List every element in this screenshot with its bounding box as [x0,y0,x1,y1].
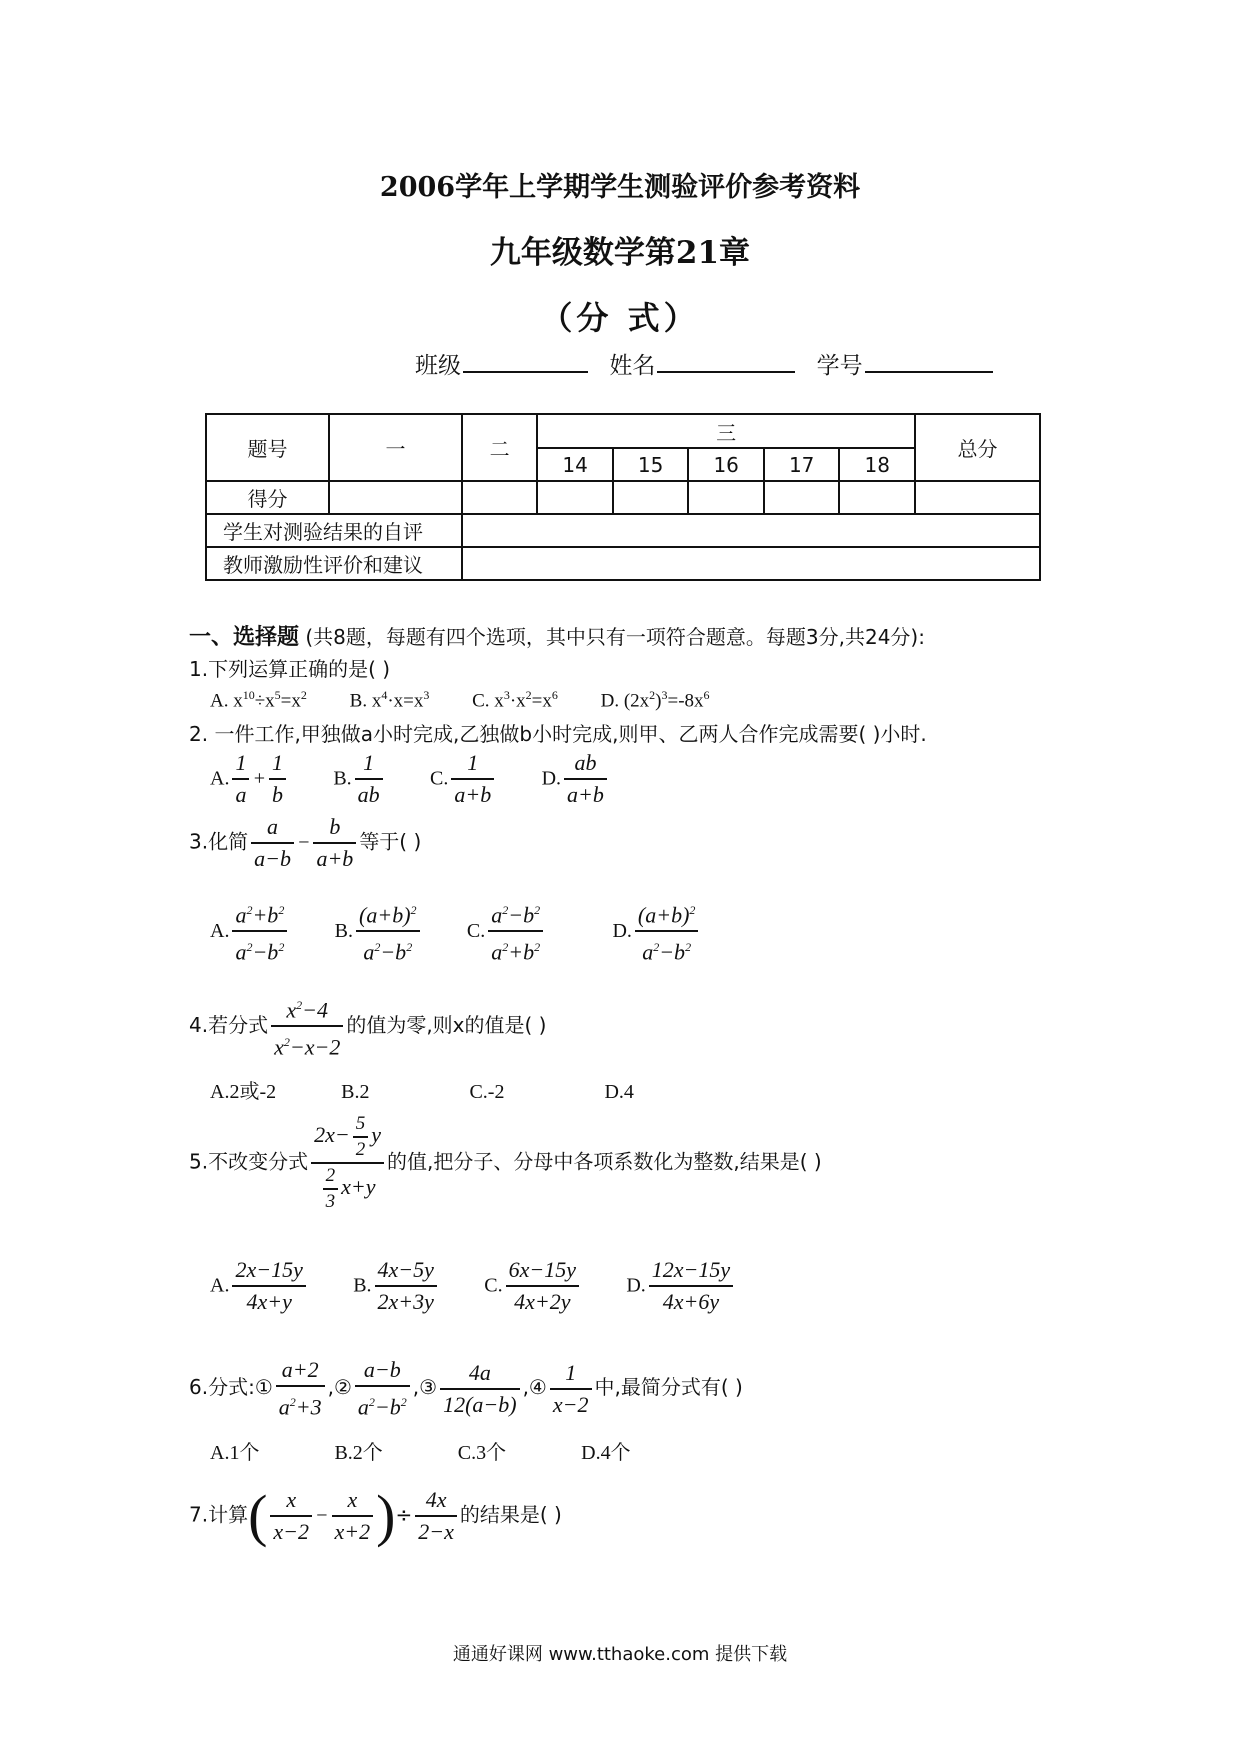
col-question-header: 题号 [206,414,329,481]
q6-option-a: A.1个 [210,1442,260,1464]
q7-stem-post: 的结果是( ) [459,1502,562,1527]
score-cell[interactable] [537,481,613,514]
score-cell[interactable] [613,481,689,514]
q5-stem-post: 的值,把分子、分母中各项系数化为整数,结果是( ) [386,1149,822,1174]
row-self-label: 学生对测验结果的自评 [206,514,462,547]
q6-stem-pre: 6.分式: [189,1375,255,1400]
q2-stem: 2. 一件工作,甲独做a小时完成,乙独做b小时完成,则甲、乙两人合作完成需要( )小时. [189,722,927,746]
name-field[interactable] [657,349,795,373]
col-2-header: 二 [462,414,537,481]
class-label: 班级 [415,353,461,379]
subcol-15: 15 [613,448,689,481]
row-teacher-label: 教师激励性评价和建议 [206,547,462,580]
q7-stem-pre: 7.计算 [189,1502,249,1527]
q4-option-d: D.4 [604,1081,634,1103]
row-score-label: 得分 [206,481,329,514]
q4-option-c: C.-2 [469,1081,505,1103]
q4-option-a: A.2或-2 [210,1081,277,1103]
q5-stem: 5.不改变分式 2x− $\frac{5}{2}$ y $\frac{2}{3}$ x+y 的值,把分子、分母中各项系数化为整数,结果是( ) [189,1113,822,1212]
q4-stem-pre: 4.若分式 [189,1012,269,1037]
self-eval-cell[interactable] [462,514,1040,547]
section1-desc: (共8题，每题有四个选项，其中只有一项符合题意。每题3分,共24分): [305,625,925,649]
q3-stem-post: 等于( ) [359,829,422,854]
q5-stem-pre: 5.不改变分式 [189,1149,309,1174]
q6-options [210,1436,669,1465]
q1-options: A. $x^{10}\div x^5=x^2$ B. $x^4\cdot x=x^3$ C. $x^3\cdot x^2=x^6$ D. $(2x^2)^3=-8x^6$ [210,688,710,712]
score-table [205,413,1041,581]
q6-option-d: D.4个 [581,1442,631,1464]
footer: 通通好课网 www.tthaoke.com 提供下载 [452,1644,788,1665]
id-label: 学号 [816,353,863,379]
q7-stem: 7.计算( $\frac{x}{x-2}$ − $\frac{x}{x+2}$ )÷ $\frac{4x}{2-x}$ 的结果是( ) [189,1483,562,1548]
score-cell[interactable] [688,481,764,514]
student-info [415,347,1007,380]
q6-option-c: C.3个 [457,1442,507,1464]
q5-options: A. $\frac{2x-15y}{4x+y}$ B. $\frac{4x-5y}{2x+3y}$ C. $\frac{6x-15y}{4x+2y}$ D. $\frac{12x-15y}{4x+6y}$ [210,1255,774,1317]
q4-stem-post: 的值为零,则x的值是( ) [346,1012,547,1037]
col-total-header: 总分 [915,414,1040,481]
id-field[interactable] [865,349,993,373]
q6-stem-post: 中,最简分式有( ) [594,1375,743,1400]
score-cell[interactable] [839,481,915,514]
subcol-18: 18 [839,448,915,481]
score-cell[interactable] [329,481,462,514]
col-1-header: 一 [329,414,462,481]
col-3-header: 三 [537,414,915,448]
header-line2: 九年级数学第21章 [489,235,751,271]
q6-stem: 6.分式:① $\frac{a+2}{a^2+3}$ ,② $\frac{a-b}{a^2-b^2}$ ,③ $\frac{4a}{12(a-b)}$ ,④ $\frac{1}{x-2}$ 中,最简分式有( ) [189,1357,743,1420]
header-line3: （分 式） [540,299,700,337]
q1-stem: 1.下列运算正确的是( ) [189,657,391,681]
q2-options: A. $\frac{1}{a}$ + $\frac{1}{b}$ B. $\frac{1}{ab}$ C. $\frac{1}{a+b}$ D. $\frac{ab}{a+b}$ [210,748,648,810]
subcol-14: 14 [537,448,613,481]
score-cell[interactable] [915,481,1040,514]
section1-title: 一、选择题 [189,625,300,650]
name-label: 姓名 [609,353,656,379]
score-cell[interactable] [764,481,840,514]
subcol-16: 16 [688,448,764,481]
class-field[interactable] [463,349,588,373]
q3-options: A. $\frac{a^2+b^2}{a^2-b^2}$ B. $\frac{(a+b)^2}{a^2-b^2}$ C. $\frac{a^2-b^2}{a^2+b^2}$ D. $\frac{(a+b)^2}{a^2-b^2}$ [210,895,739,968]
q4-stem: 4.若分式 $\frac{x^2-4}{x^2-x-2}$ 的值为零,则x的值是( ) [189,990,546,1063]
subcol-17: 17 [764,448,840,481]
q4-option-b: B.2 [341,1081,370,1103]
q6-option-b: B.2个 [334,1442,383,1464]
score-cell[interactable] [462,481,537,514]
teacher-eval-cell[interactable] [462,547,1040,580]
section1-heading [189,620,925,651]
header-line1: 2006学年上学期学生测验评价参考资料 [379,172,861,203]
q3-stem: 3.化简 $\frac{a}{a-b}$ − $\frac{b}{a+b}$ 等于( ) [189,814,422,871]
q3-stem-pre: 3.化简 [189,829,249,854]
q4-options [210,1075,672,1104]
